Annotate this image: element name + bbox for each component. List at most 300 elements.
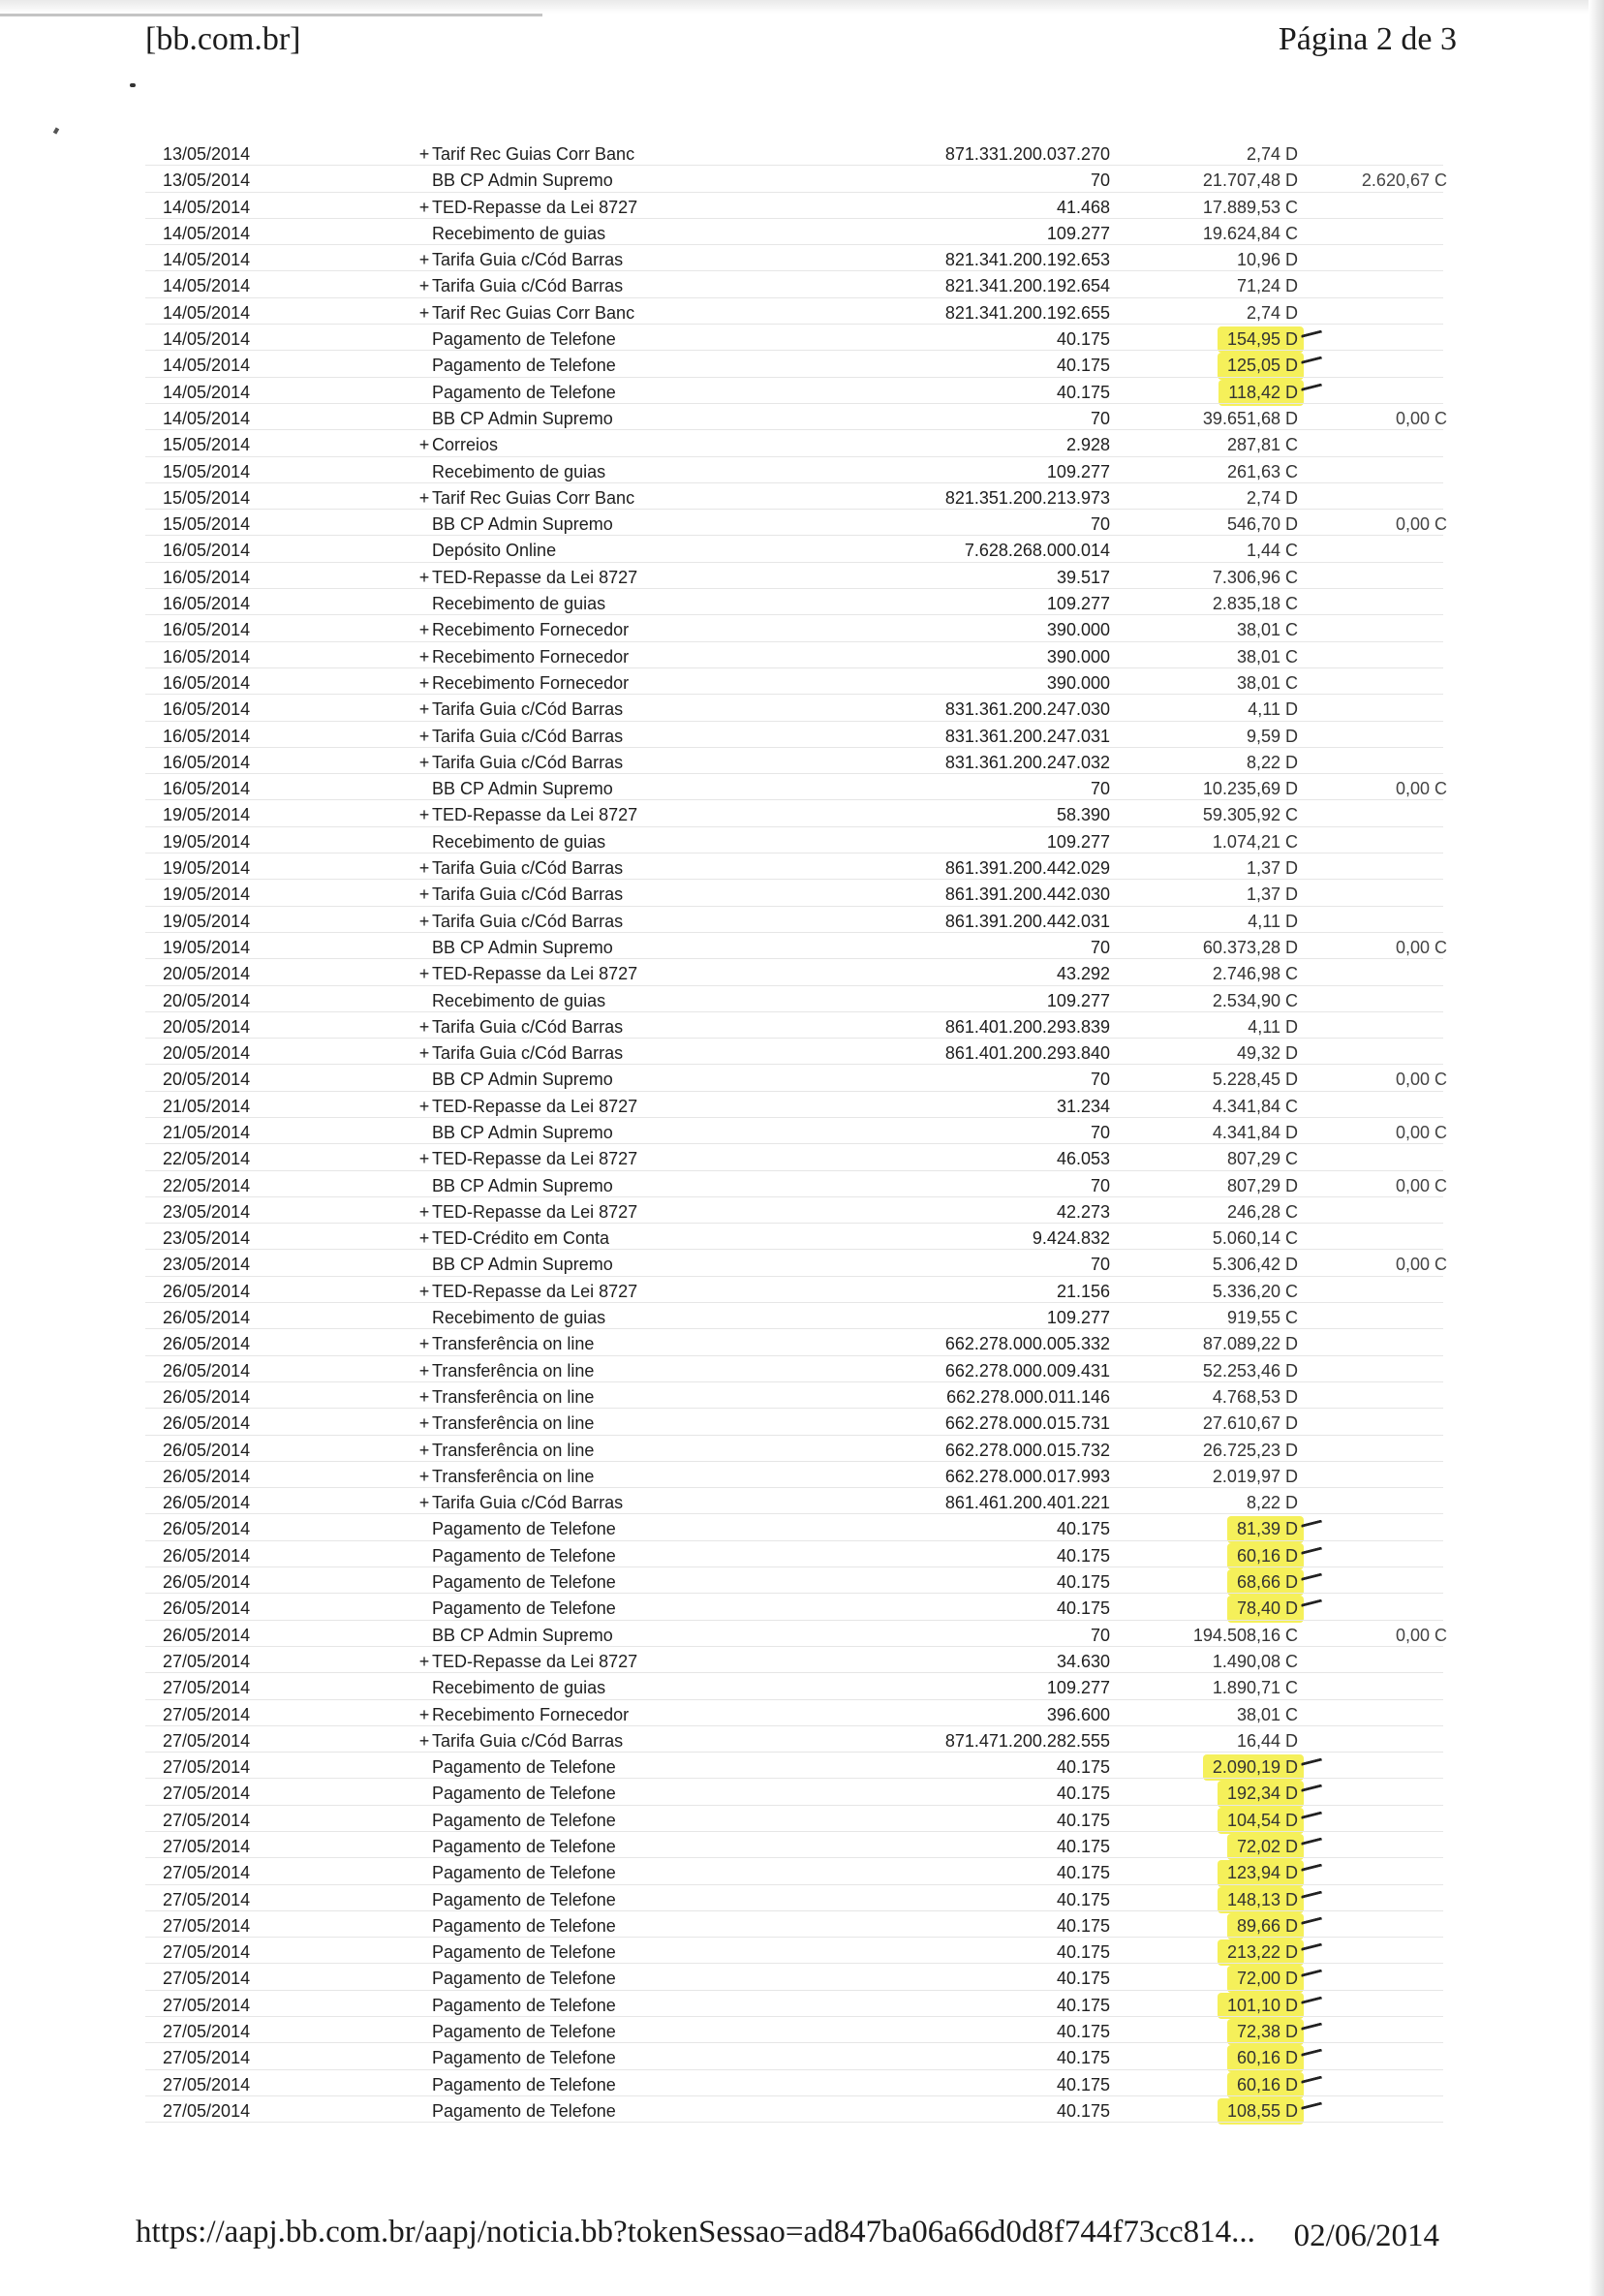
handwritten-check-mark <box>1301 2075 1324 2091</box>
row-plus-mark: + <box>418 752 430 772</box>
statement-row <box>0 1993 1604 2019</box>
row-description-text: BB CP Admin Supremo <box>432 1255 613 1275</box>
statement-row <box>0 1199 1604 1226</box>
row-date: 16/05/2014 <box>163 779 251 799</box>
row-plus-mark: + <box>418 302 430 323</box>
handwritten-check-mark <box>1301 1890 1324 1906</box>
row-document: 109.277 <box>1046 461 1110 481</box>
row-value: 87.089,22 D <box>1202 1334 1298 1354</box>
row-description-text: Transferência on line <box>432 1386 595 1407</box>
row-value: 10.235,69 D <box>1202 779 1298 799</box>
statement-row <box>0 644 1604 670</box>
handwritten-check-mark <box>1301 1758 1324 1774</box>
row-value: 10,96 D <box>1236 250 1298 270</box>
row-description-text: Tarifa Guia c/Cód Barras <box>432 858 624 879</box>
row-date: 16/05/2014 <box>163 699 251 720</box>
row-value-highlighted: 101,10 D <box>1218 1993 1304 2019</box>
statement-row <box>0 617 1604 643</box>
row-description <box>416 300 634 326</box>
row-description-text: Recebimento Fornecedor <box>432 1704 630 1724</box>
row-date: 26/05/2014 <box>163 1334 251 1354</box>
row-date: 14/05/2014 <box>163 356 251 376</box>
row-description-text: TED-Repasse da Lei 8727 <box>432 567 638 587</box>
statement-row <box>0 1358 1604 1384</box>
row-document: 109.277 <box>1046 1678 1110 1698</box>
row-description <box>416 855 623 882</box>
row-value: 52.253,46 D <box>1202 1360 1298 1381</box>
row-plus-mark: + <box>418 1651 430 1671</box>
row-date: 19/05/2014 <box>163 911 251 931</box>
row-value: 26.725,23 D <box>1202 1440 1298 1460</box>
row-description-text: Tarifa Guia c/Cód Barras <box>432 276 624 296</box>
scan-speck <box>130 83 136 87</box>
statement-row <box>0 1596 1604 1622</box>
row-date: 27/05/2014 <box>163 1784 251 1804</box>
row-value: 1.490,08 C <box>1212 1651 1298 1671</box>
statement-row <box>0 1384 1604 1411</box>
statement-row <box>0 909 1604 935</box>
row-description-text: TED-Crédito em Conta <box>432 1228 610 1249</box>
statement-row <box>0 1305 1604 1331</box>
row-description <box>416 432 498 458</box>
row-document: 861.401.200.293.839 <box>944 1016 1110 1037</box>
row-date: 14/05/2014 <box>163 382 251 402</box>
row-description <box>416 380 616 406</box>
row-value: 5.306,42 D <box>1212 1255 1298 1275</box>
row-value: 194.508,16 C <box>1192 1625 1298 1645</box>
row-plus-mark: + <box>418 672 430 693</box>
row-description <box>416 1411 594 1437</box>
row-description <box>416 1728 623 1754</box>
row-description-text: Recebimento de guias <box>432 1678 606 1698</box>
row-value: 1,37 D <box>1246 884 1298 905</box>
page-number: Página 2 de 3 <box>1278 21 1457 57</box>
row-description-text: Pagamento de Telefone <box>432 1837 616 1856</box>
row-description <box>416 617 629 643</box>
row-value: 4.341,84 D <box>1212 1122 1298 1142</box>
row-description <box>416 1754 616 1781</box>
footer-url: https://aapj.bb.com.br/aapj/noticia.bb?tokenSessao=ad847ba06a66d0d8f744f73cc814... <box>136 2215 1255 2249</box>
row-description <box>416 1199 637 1226</box>
row-value: 1,44 C <box>1246 541 1298 561</box>
row-description-text: Pagamento de Telefone <box>432 356 616 376</box>
statement-row <box>0 485 1604 512</box>
statement-row <box>0 1913 1604 1939</box>
row-value: 2.835,18 C <box>1212 594 1298 614</box>
row-date: 27/05/2014 <box>163 2022 251 2042</box>
row-value: 287,81 C <box>1226 435 1298 455</box>
row-value: 4,11 D <box>1248 1016 1298 1037</box>
row-description <box>416 1569 616 1596</box>
row-balance: 0,00 C <box>1395 1175 1447 1195</box>
statement-row <box>0 300 1604 326</box>
row-description <box>416 1887 616 1913</box>
row-document: 109.277 <box>1046 990 1110 1010</box>
row-value-highlighted: 60,16 D <box>1227 2072 1304 2098</box>
row-description-text: TED-Repasse da Lei 8727 <box>432 1651 638 1671</box>
handwritten-check-mark <box>1301 1864 1324 1879</box>
row-document: 831.361.200.247.031 <box>944 726 1110 746</box>
row-date: 26/05/2014 <box>163 1625 251 1645</box>
statement-row <box>0 1675 1604 1701</box>
row-document: 7.628.268.000.014 <box>964 541 1110 561</box>
row-description-text: TED-Repasse da Lei 8727 <box>432 964 638 984</box>
row-description-text: Transferência on line <box>432 1440 595 1460</box>
row-document: 40.175 <box>1056 2100 1110 2121</box>
row-description-text: Pagamento de Telefone <box>432 2100 616 2121</box>
statement-row <box>0 1067 1604 1093</box>
row-plus-mark: + <box>418 1704 430 1724</box>
row-document: 41.468 <box>1056 197 1110 217</box>
row-date: 27/05/2014 <box>163 1863 251 1883</box>
row-description <box>416 961 637 987</box>
row-description-text: TED-Repasse da Lei 8727 <box>432 1201 638 1222</box>
row-value: 2,74 D <box>1246 487 1298 508</box>
row-value-highlighted: 154,95 D <box>1218 326 1304 353</box>
row-date: 27/05/2014 <box>163 1810 251 1830</box>
row-document: 40.175 <box>1056 2048 1110 2068</box>
row-description <box>416 459 605 485</box>
row-document: 390.000 <box>1046 672 1110 693</box>
row-date: 16/05/2014 <box>163 594 251 614</box>
row-plus-mark: + <box>418 1043 430 1064</box>
row-description <box>416 935 613 961</box>
row-date: 26/05/2014 <box>163 1413 251 1434</box>
row-date: 27/05/2014 <box>163 1678 251 1698</box>
row-description <box>416 1464 594 1490</box>
row-description <box>416 1094 637 1120</box>
row-description <box>416 1834 616 1860</box>
row-description-text: Pagamento de Telefone <box>432 2022 616 2042</box>
statement-row <box>0 1464 1604 1490</box>
row-description <box>416 1516 616 1542</box>
row-plus-mark: + <box>418 884 430 905</box>
row-document: 40.175 <box>1056 329 1110 350</box>
row-date: 20/05/2014 <box>163 1070 251 1090</box>
row-description <box>416 168 613 194</box>
row-value-highlighted: 78,40 D <box>1227 1596 1304 1622</box>
row-date: 14/05/2014 <box>163 276 251 296</box>
row-plus-mark: + <box>418 1360 430 1381</box>
statement-row <box>0 1331 1604 1357</box>
statement-row <box>0 988 1604 1014</box>
row-date: 22/05/2014 <box>163 1149 251 1169</box>
row-description-text: Recebimento de guias <box>432 461 606 481</box>
row-description <box>416 776 613 802</box>
row-date: 19/05/2014 <box>163 858 251 879</box>
row-description <box>416 670 629 697</box>
row-document: 109.277 <box>1046 1308 1110 1328</box>
row-plus-mark: + <box>418 487 430 508</box>
row-description-text: Pagamento de Telefone <box>432 1572 616 1593</box>
row-date: 23/05/2014 <box>163 1228 251 1249</box>
row-document: 40.175 <box>1056 1863 1110 1883</box>
row-description <box>416 1252 613 1278</box>
handwritten-check-mark <box>1301 1784 1324 1800</box>
row-document: 662.278.000.017.993 <box>944 1466 1110 1486</box>
row-description <box>416 195 637 221</box>
statement-row <box>0 432 1604 458</box>
row-document: 396.600 <box>1046 1704 1110 1724</box>
row-document: 40.175 <box>1056 1598 1110 1619</box>
row-value: 60.373,28 D <box>1202 937 1298 957</box>
row-document: 821.341.200.192.654 <box>944 276 1110 296</box>
row-plus-mark: + <box>418 1440 430 1460</box>
row-document: 662.278.000.005.332 <box>944 1334 1110 1354</box>
row-description-text: Pagamento de Telefone <box>432 1810 616 1830</box>
row-description-text: Tarifa Guia c/Cód Barras <box>432 1493 624 1513</box>
row-description-text: Transferência on line <box>432 1334 595 1354</box>
row-description <box>416 1808 616 1834</box>
row-document: 40.175 <box>1056 1915 1110 1936</box>
row-value: 38,01 C <box>1236 620 1298 640</box>
row-description <box>416 221 605 247</box>
row-document: 821.351.200.213.973 <box>944 487 1110 508</box>
row-balance: 0,00 C <box>1395 1625 1447 1645</box>
statement-row <box>0 855 1604 882</box>
row-value: 2.746,98 C <box>1212 964 1298 984</box>
handwritten-check-mark <box>1301 1916 1324 1932</box>
statement-row <box>0 2045 1604 2071</box>
statement-row <box>0 353 1604 379</box>
row-description-text: Pagamento de Telefone <box>432 1519 616 1539</box>
row-plus-mark: + <box>418 699 430 720</box>
row-description <box>416 1014 623 1040</box>
row-value: 2.019,97 D <box>1212 1466 1298 1486</box>
row-document: 831.361.200.247.030 <box>944 699 1110 720</box>
row-date: 16/05/2014 <box>163 567 251 587</box>
row-value: 7.306,96 C <box>1212 567 1298 587</box>
row-balance: 0,00 C <box>1395 937 1447 957</box>
row-date: 14/05/2014 <box>163 329 251 350</box>
row-value: 39.651,68 D <box>1202 408 1298 428</box>
row-description-text: BB CP Admin Supremo <box>432 171 613 191</box>
row-description <box>416 247 623 273</box>
row-description <box>416 1913 616 1939</box>
row-document: 34.630 <box>1056 1651 1110 1671</box>
row-plus-mark: + <box>418 1281 430 1301</box>
row-date: 27/05/2014 <box>163 1757 251 1778</box>
row-document: 831.361.200.247.032 <box>944 752 1110 772</box>
row-description <box>416 565 637 591</box>
row-document: 861.401.200.293.840 <box>944 1043 1110 1064</box>
row-plus-mark: + <box>418 911 430 931</box>
row-date: 16/05/2014 <box>163 752 251 772</box>
statement-row <box>0 380 1604 406</box>
statement-row <box>0 1887 1604 1913</box>
row-date: 26/05/2014 <box>163 1519 251 1539</box>
handwritten-check-mark <box>1301 1943 1324 1959</box>
row-date: 13/05/2014 <box>163 144 251 164</box>
row-document: 662.278.000.009.431 <box>944 1360 1110 1381</box>
scan-edge-top <box>0 0 1604 14</box>
row-balance: 0,00 C <box>1395 514 1447 535</box>
row-date: 15/05/2014 <box>163 435 251 455</box>
row-date: 27/05/2014 <box>163 1915 251 1936</box>
row-date: 14/05/2014 <box>163 197 251 217</box>
row-description-text: BB CP Admin Supremo <box>432 1122 613 1142</box>
row-plus-mark: + <box>418 435 430 455</box>
row-description-text: Recebimento Fornecedor <box>432 646 630 667</box>
row-description-text: TED-Repasse da Lei 8727 <box>432 1096 638 1116</box>
row-value-highlighted: 72,38 D <box>1227 2019 1304 2045</box>
row-description-text: Transferência on line <box>432 1413 595 1434</box>
row-date: 27/05/2014 <box>163 1942 251 1963</box>
row-value-highlighted: 89,66 D <box>1227 1913 1304 1939</box>
row-description-text: Tarifa Guia c/Cód Barras <box>432 884 624 905</box>
statement-row <box>0 1623 1604 1649</box>
row-date: 19/05/2014 <box>163 805 251 825</box>
row-value-highlighted: 192,34 D <box>1218 1781 1304 1807</box>
statement-row <box>0 1728 1604 1754</box>
row-description <box>416 988 605 1014</box>
row-description-text: Recebimento de guias <box>432 594 606 614</box>
row-document: 70 <box>1090 408 1110 428</box>
row-document: 31.234 <box>1056 1096 1110 1116</box>
row-value: 5.228,45 D <box>1212 1070 1298 1090</box>
row-value: 59.305,92 C <box>1202 805 1298 825</box>
statement-row <box>0 1173 1604 1199</box>
statement-row <box>0 724 1604 750</box>
row-date: 26/05/2014 <box>163 1545 251 1566</box>
row-document: 21.156 <box>1056 1281 1110 1301</box>
row-document: 861.461.200.401.221 <box>944 1493 1110 1513</box>
row-description <box>416 1040 623 1067</box>
statement-row <box>0 697 1604 723</box>
row-date: 14/05/2014 <box>163 223 251 243</box>
row-date: 27/05/2014 <box>163 1837 251 1856</box>
statement-row <box>0 1094 1604 1120</box>
row-description-text: Transferência on line <box>432 1360 595 1381</box>
row-description-text: Recebimento de guias <box>432 1308 606 1328</box>
row-plus-mark: + <box>418 1730 430 1751</box>
row-description-text: Depósito Online <box>432 541 557 561</box>
row-date: 20/05/2014 <box>163 990 251 1010</box>
row-balance: 0,00 C <box>1395 1255 1447 1275</box>
row-date: 14/05/2014 <box>163 408 251 428</box>
row-document: 662.278.000.015.732 <box>944 1440 1110 1460</box>
row-description-text: BB CP Admin Supremo <box>432 779 613 799</box>
row-date: 20/05/2014 <box>163 964 251 984</box>
row-document: 43.292 <box>1056 964 1110 984</box>
handwritten-check-mark <box>1301 1811 1324 1826</box>
row-description-text: Recebimento Fornecedor <box>432 672 630 693</box>
row-value: 2.534,90 C <box>1212 990 1298 1010</box>
statement-row <box>0 1279 1604 1305</box>
row-document: 861.391.200.442.030 <box>944 884 1110 905</box>
row-description <box>416 644 629 670</box>
row-date: 23/05/2014 <box>163 1255 251 1275</box>
statement-row <box>0 1966 1604 1992</box>
row-value: 246,28 C <box>1226 1201 1298 1222</box>
row-description <box>416 406 613 432</box>
row-value-highlighted: 2.090,19 D <box>1203 1754 1304 1781</box>
row-value-highlighted: 148,13 D <box>1218 1887 1304 1913</box>
row-value: 261,63 C <box>1226 461 1298 481</box>
row-description-text: Pagamento de Telefone <box>432 1889 616 1909</box>
row-value-highlighted: 123,94 D <box>1218 1860 1304 1886</box>
statement-row <box>0 1438 1604 1464</box>
row-description <box>416 1702 629 1728</box>
statement-row <box>0 961 1604 987</box>
handwritten-check-mark <box>1301 357 1324 372</box>
row-description <box>416 1146 637 1172</box>
row-date: 16/05/2014 <box>163 672 251 693</box>
statement-row <box>0 802 1604 828</box>
row-date: 14/05/2014 <box>163 302 251 323</box>
handwritten-check-mark <box>1301 1520 1324 1536</box>
row-description <box>416 2045 616 2071</box>
row-value: 807,29 C <box>1226 1149 1298 1169</box>
row-balance: 0,00 C <box>1395 779 1447 799</box>
row-description <box>416 1675 605 1701</box>
row-document: 39.517 <box>1056 567 1110 587</box>
row-description-text: Pagamento de Telefone <box>432 2074 616 2094</box>
statement-row <box>0 670 1604 697</box>
row-description-text: TED-Repasse da Lei 8727 <box>432 1281 638 1301</box>
statement-row <box>0 141 1604 168</box>
row-document: 109.277 <box>1046 831 1110 852</box>
row-value: 38,01 C <box>1236 672 1298 693</box>
row-document: 40.175 <box>1056 1969 1110 1989</box>
row-description-text: Pagamento de Telefone <box>432 1995 616 2015</box>
row-description-text: Recebimento de guias <box>432 831 606 852</box>
row-date: 26/05/2014 <box>163 1386 251 1407</box>
row-balance: 0,00 C <box>1395 408 1447 428</box>
row-description <box>416 512 613 538</box>
row-value: 9,59 D <box>1246 726 1298 746</box>
row-description-text: Pagamento de Telefone <box>432 1598 616 1619</box>
row-value-highlighted: 104,54 D <box>1218 1808 1304 1834</box>
row-plus-mark: + <box>418 1201 430 1222</box>
row-document: 40.175 <box>1056 2074 1110 2094</box>
row-date: 27/05/2014 <box>163 1704 251 1724</box>
row-description <box>416 1173 613 1199</box>
row-value: 8,22 D <box>1246 752 1298 772</box>
row-description-text: BB CP Admin Supremo <box>432 514 613 535</box>
row-description <box>416 1226 609 1252</box>
row-document: 40.175 <box>1056 1784 1110 1804</box>
statement-row <box>0 829 1604 855</box>
row-description-text: BB CP Admin Supremo <box>432 408 613 428</box>
row-document: 70 <box>1090 171 1110 191</box>
statement-row <box>0 1120 1604 1146</box>
row-document: 662.278.000.015.731 <box>944 1413 1110 1434</box>
statement-row <box>0 2072 1604 2098</box>
row-plus-mark: + <box>418 620 430 640</box>
statement-row <box>0 1014 1604 1040</box>
site-header: [bb.com.br] <box>145 21 301 57</box>
handwritten-check-mark <box>1301 330 1324 346</box>
statement-row <box>0 538 1604 564</box>
statement-row <box>0 1808 1604 1834</box>
statement-row <box>0 512 1604 538</box>
handwritten-check-mark <box>1301 383 1324 398</box>
row-plus-mark: + <box>418 646 430 667</box>
row-document: 40.175 <box>1056 1572 1110 1593</box>
statement-row <box>0 1543 1604 1569</box>
statement-row <box>0 565 1604 591</box>
row-description <box>416 1966 616 1992</box>
statement-row <box>0 1860 1604 1886</box>
row-description <box>416 2019 616 2045</box>
row-description-text: Pagamento de Telefone <box>432 1863 616 1883</box>
handwritten-check-mark <box>1301 1573 1324 1589</box>
row-value: 8,22 D <box>1246 1493 1298 1513</box>
row-document: 871.331.200.037.270 <box>944 144 1110 164</box>
row-plus-mark: + <box>418 964 430 984</box>
row-plus-mark: + <box>418 1334 430 1354</box>
